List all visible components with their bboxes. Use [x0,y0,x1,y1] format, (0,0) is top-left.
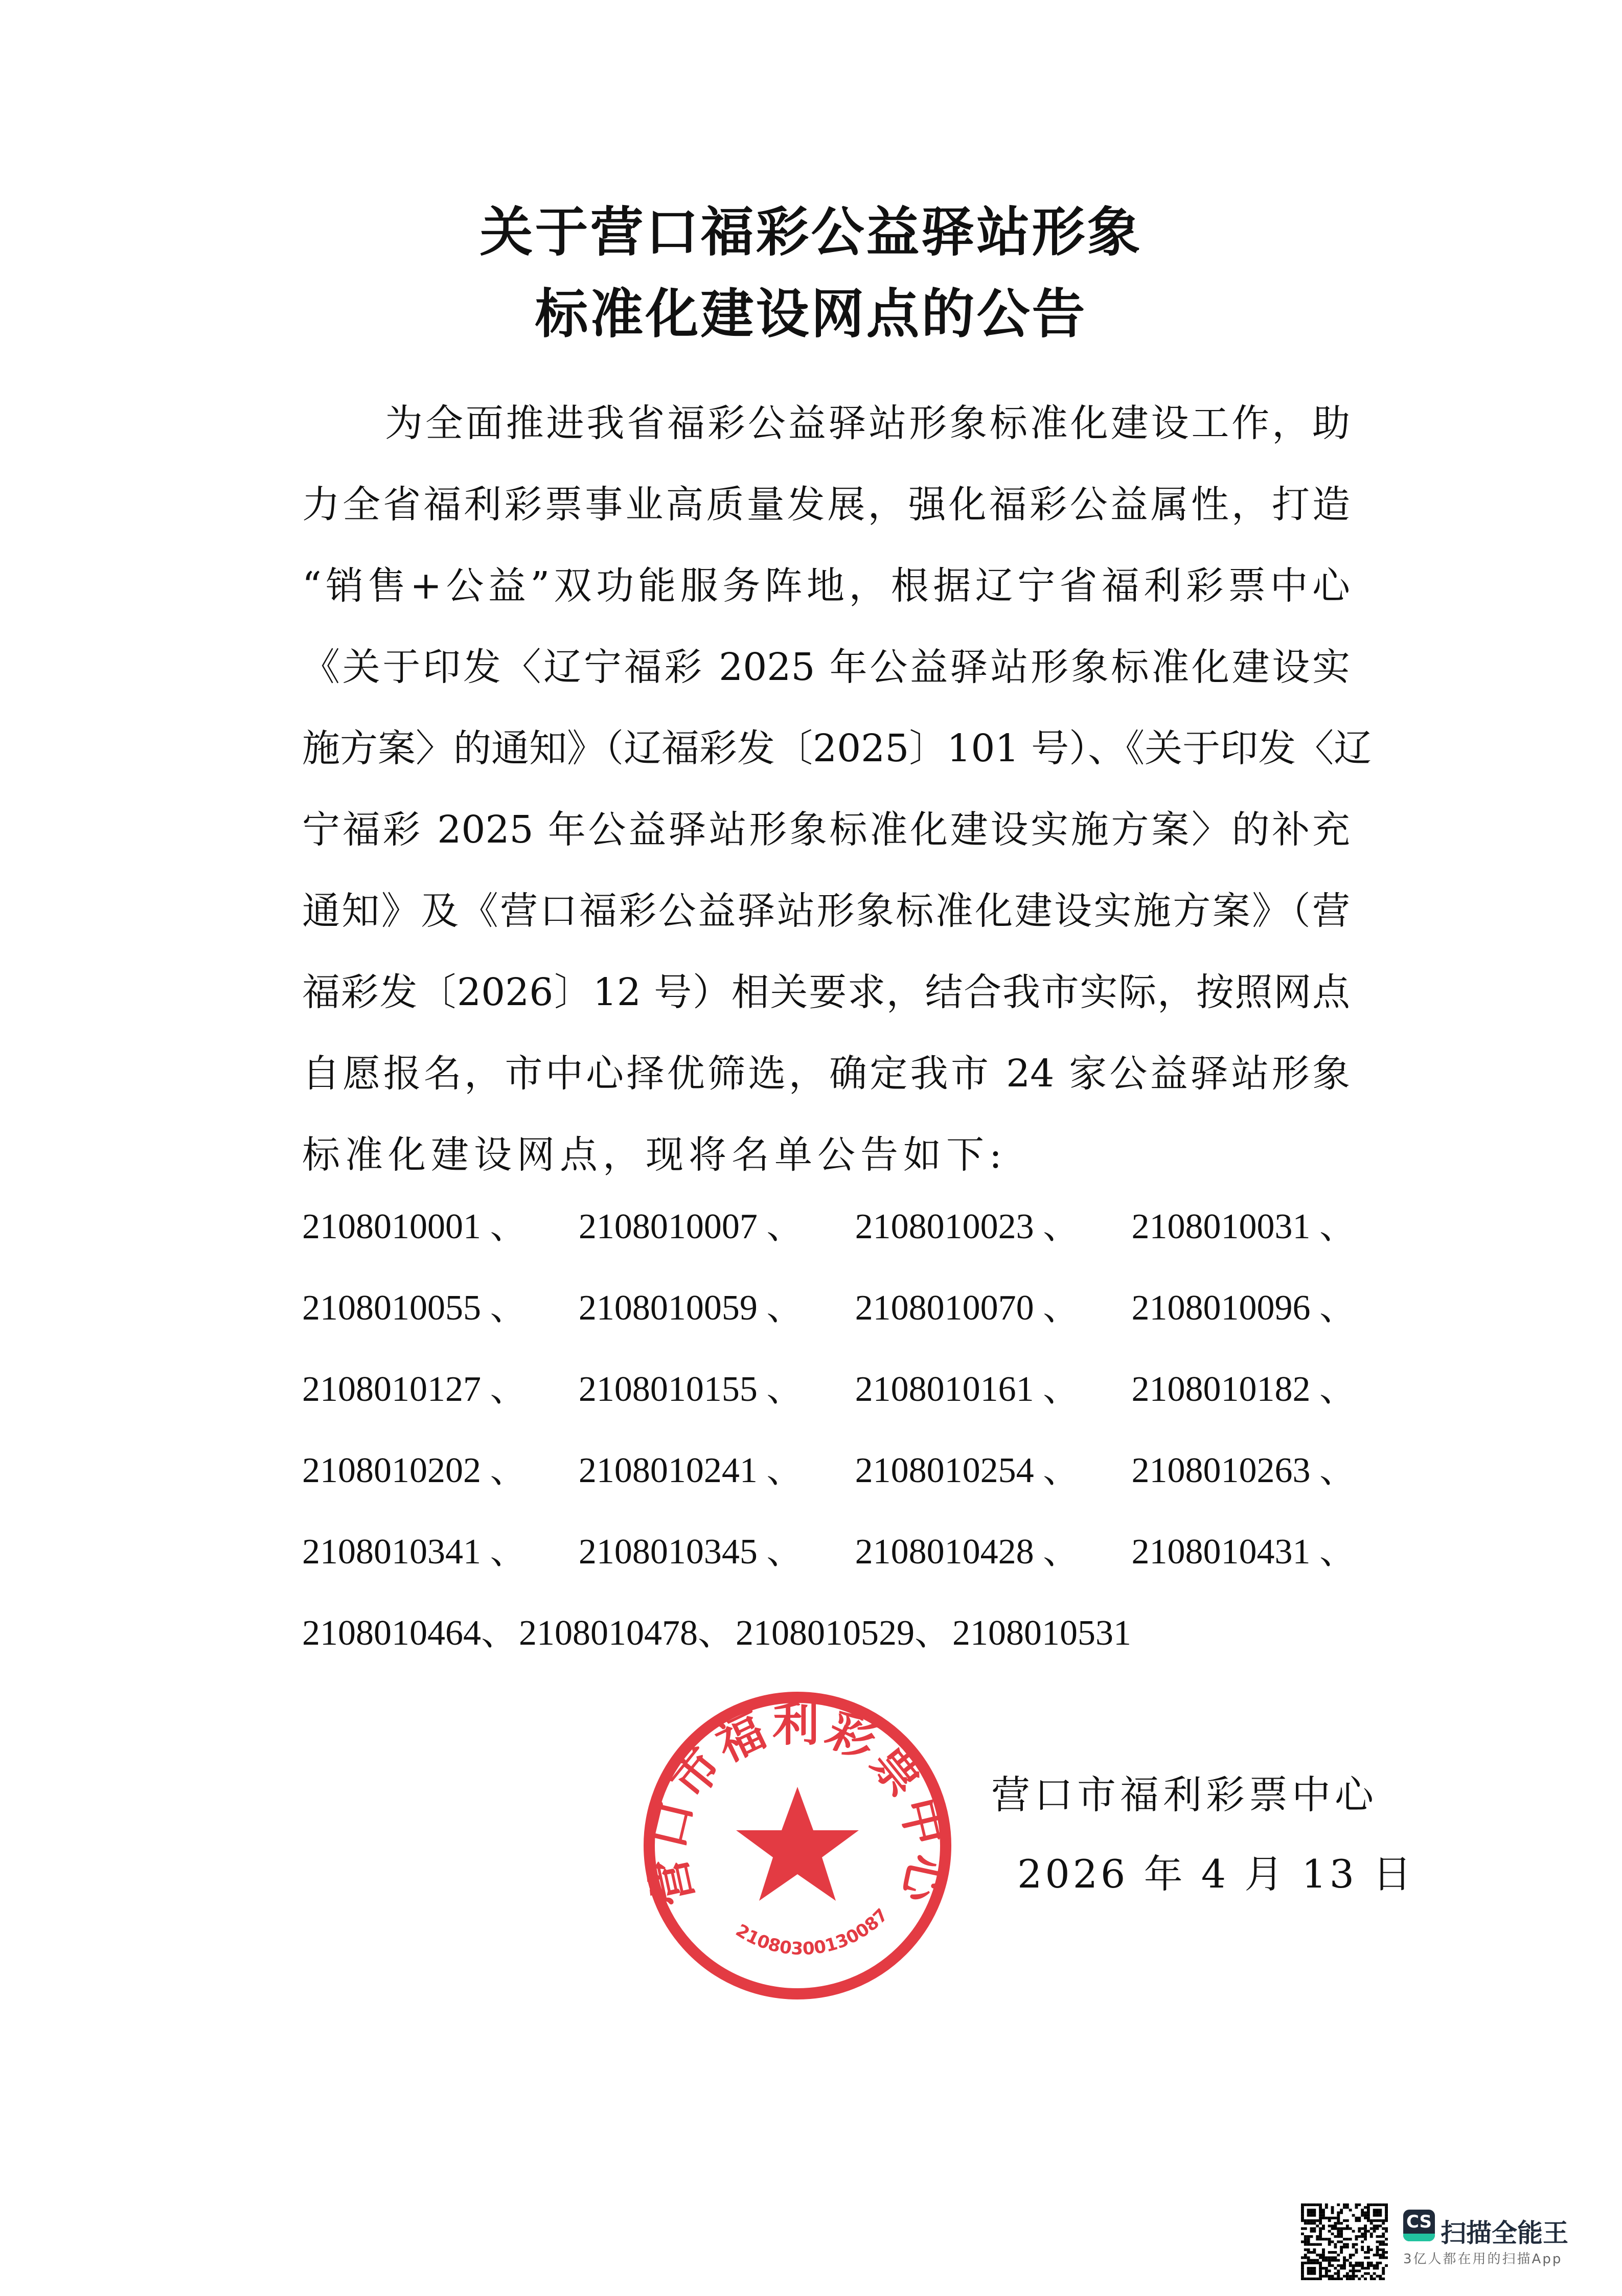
outlet-code: 2108010096 、 [1131,1288,1355,1328]
issuer-name: 营口市福利彩票中心 [991,1772,1378,1817]
notice-title-line-2: 标准化建设网点的公告 [535,283,1087,345]
notice-title-line-1: 关于营口福彩公益驿站形象 [479,201,1143,263]
outlet-code: 2108010031 、 [1131,1207,1355,1246]
outlet-row [302,1527,1355,1578]
outlet-code: 2108010001 、 [302,1207,526,1246]
outlet-code: 2108010341 、 [302,1532,526,1572]
outlet-row [302,1608,1355,1659]
outlet-code: 2108010529、 [736,1613,950,1653]
body-line: 自愿报名，市中心择优筛选，确定我市 24 家公益驿站形象 [302,1052,1350,1096]
outlet-code: 2108010155 、 [578,1370,803,1409]
outlet-code: 2108010023 、 [855,1207,1079,1246]
body-line: 为全面推进我省福彩公益驿站形象标准化建设工作，助 [385,401,1350,445]
outlet-code: 2108010431 、 [1131,1532,1355,1572]
body-line: 标准化建设网点，现将名单公告如下: [302,1133,1007,1177]
body-line: 《关于印发〈辽宁福彩 2025 年公益驿站形象标准化建设实 [302,645,1350,689]
issue-date: 2026 年 4 月 13 日 [1017,1851,1415,1897]
outlet-row [302,1201,1355,1253]
body-line: 福彩发〔2026〕12 号）相关要求，结合我市实际，按照网点 [302,970,1350,1014]
outlet-code: 2108010161 、 [855,1370,1079,1409]
outlet-code: 2108010007 、 [578,1207,803,1246]
outlet-code: 2108010464、 [302,1613,517,1653]
watermark-app-name: 扫描全能王 [1441,2218,1568,2248]
camscanner-logo-icon [1403,2210,1435,2241]
logo-text: CS [1406,2212,1432,2232]
outlet-code: 2108010055 、 [302,1288,526,1328]
outlet-code: 2108010059 、 [578,1288,803,1328]
outlet-code: 2108010345 、 [578,1532,803,1572]
star-icon [736,1787,859,1901]
outlet-row [302,1445,1355,1496]
seal-code: 21080300130087 [732,1904,893,1960]
outlet-code: 2108010127 、 [302,1370,526,1409]
body-line: “销售+公益”双功能服务阵地，根据辽宁省福利彩票中心 [302,564,1350,608]
qr-code [1301,2203,1388,2280]
watermark-tagline: 3亿人都在用的扫描App [1403,2252,1563,2267]
outlet-code: 2108010241 、 [578,1451,803,1490]
outlet-code: 2108010263 、 [1131,1451,1355,1490]
body-line: 宁福彩 2025 年公益驿站形象标准化建设实施方案〉的补充 [302,808,1350,852]
outlet-code: 2108010070 、 [855,1288,1079,1328]
outlet-code: 2108010428 、 [855,1532,1079,1572]
body-line: 力全省福利彩票事业高质量发展，强化福彩公益属性，打造 [302,483,1350,527]
official-seal [634,1682,961,2009]
seal-text: 营口市福利彩票中心 [639,1697,955,1911]
outlet-code: 2108010478、 [519,1613,734,1653]
outlet-code: 2108010202 、 [302,1451,526,1490]
outlet-code: 2108010254 、 [855,1451,1079,1490]
outlet-row [302,1364,1355,1415]
outlet-code: 2108010531 [952,1613,1131,1653]
body-line: 施方案〉的通知》（辽福彩发〔2025〕101 号）、《关于印发〈辽 [302,726,1372,770]
outlet-code: 2108010182 、 [1131,1370,1355,1409]
body-line: 通知》及《营口福彩公益驿站形象标准化建设实施方案》（营 [302,889,1350,933]
outlet-row [302,1283,1355,1334]
